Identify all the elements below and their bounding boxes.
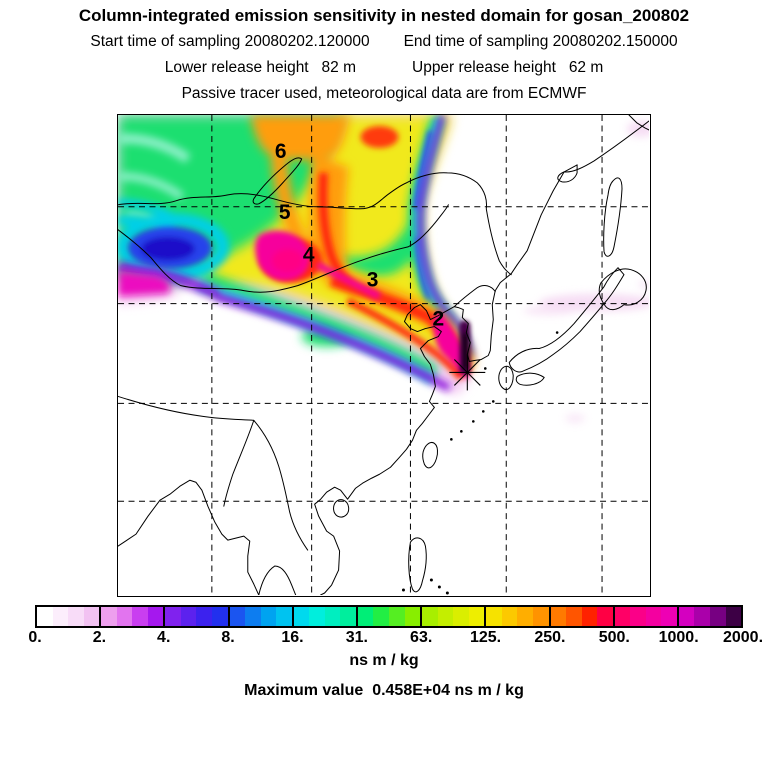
colorbar-swatch xyxy=(566,607,582,626)
island-hainan xyxy=(334,500,349,517)
colorbar-swatch xyxy=(517,607,533,626)
colorbar-swatch xyxy=(358,607,374,626)
trajectory-label-6: 6 xyxy=(274,139,287,163)
trajectory-label-4: 4 xyxy=(302,243,315,267)
colorbar-tick-2000: 2000. xyxy=(722,629,764,646)
sampling-times-line xyxy=(0,33,768,51)
colorbar-tick-2: 2. xyxy=(92,629,107,646)
island-taiwan xyxy=(423,443,438,468)
colorbar-swatch xyxy=(661,607,677,626)
colorbar-cell-7 xyxy=(486,607,550,626)
colorbar-tick-1000: 1000. xyxy=(658,629,699,646)
colorbar-swatch xyxy=(245,607,261,626)
colorbar-cell-10 xyxy=(679,607,741,626)
colorbar-swatch xyxy=(212,607,228,626)
map-graphic xyxy=(118,115,649,595)
colorbar-swatch xyxy=(615,607,631,626)
colorbar-swatch xyxy=(469,607,485,626)
plot-title xyxy=(0,6,768,26)
maximum-value-text: Maximum value 0.458E+04 ns m / kg xyxy=(244,682,524,699)
trajectory-label-5: 5 xyxy=(278,200,291,224)
colorbar-swatch xyxy=(309,607,325,626)
colorbar-tick-0: 0. xyxy=(28,629,42,646)
colorbar-cell-1 xyxy=(101,607,165,626)
island-shikoku xyxy=(516,373,544,385)
colorbar-swatch xyxy=(132,607,148,626)
colorbar-swatch xyxy=(502,607,518,626)
colorbar-cell-3 xyxy=(230,607,294,626)
colorbar-swatch xyxy=(694,607,710,626)
colorbar-tick-250: 250. xyxy=(534,629,566,646)
colorbar-swatch xyxy=(405,607,421,626)
plot-title-text: Column-integrated emission sensitivity in nested domain for gosan_200802 xyxy=(78,6,690,25)
maximum-value-line xyxy=(0,682,768,700)
sampling-start-text: Start time of sampling 20080202.120000 xyxy=(90,33,370,50)
colorbar-swatch xyxy=(196,607,212,626)
colorbar-swatch xyxy=(582,607,598,626)
colorbar-tick-31: 31. xyxy=(345,629,368,646)
colorbar-swatch xyxy=(37,607,53,626)
colorbar-swatch xyxy=(679,607,695,626)
colorbar-cell-5 xyxy=(358,607,422,626)
colorbar xyxy=(35,605,743,628)
upper-release-text: Upper release height 62 m xyxy=(412,59,604,76)
colorbar-swatch xyxy=(68,607,84,626)
colorbar-units xyxy=(0,652,768,670)
colorbar-swatch xyxy=(389,607,405,626)
units-text: ns m / kg xyxy=(349,652,419,669)
trajectory-label-3: 3 xyxy=(366,268,379,292)
colorbar-swatch xyxy=(230,607,246,626)
sampling-end-text: End time of sampling 20080202.150000 xyxy=(403,33,678,50)
colorbar-swatch xyxy=(726,607,742,626)
colorbar-tick-4: 4. xyxy=(157,629,171,646)
colorbar-swatch xyxy=(438,607,454,626)
colorbar-swatch xyxy=(630,607,646,626)
border-india-east xyxy=(224,420,254,506)
colorbar-swatch xyxy=(486,607,502,626)
colorbar-swatch xyxy=(148,607,164,626)
colorbar-tick-16: 16. xyxy=(281,629,304,646)
coast-bay-of-bengal xyxy=(118,480,259,595)
colorbar-swatch xyxy=(340,607,356,626)
colorbar-swatch xyxy=(53,607,69,626)
lower-release-text: Lower release height 82 m xyxy=(164,59,356,76)
colorbar-cell-9 xyxy=(615,607,679,626)
colorbar-tick-63: 63. xyxy=(410,629,433,646)
colorbar-cell-0 xyxy=(37,607,101,626)
border-himalaya xyxy=(118,396,254,420)
colorbar-swatch xyxy=(551,607,567,626)
colorbar-tick-8: 8. xyxy=(221,629,235,646)
colorbar-swatch xyxy=(325,607,341,626)
release-marker-star xyxy=(449,355,485,391)
colorbar-swatch xyxy=(597,607,613,626)
colorbar-cell-8 xyxy=(551,607,615,626)
coast-gulf-of-thailand xyxy=(259,566,296,595)
island-sakhalin xyxy=(604,178,622,256)
colorbar-swatch xyxy=(165,607,181,626)
colorbar-swatch xyxy=(294,607,310,626)
border-indochina xyxy=(254,420,308,550)
colorbar-swatch xyxy=(422,607,438,626)
tracer-info-line xyxy=(0,85,768,103)
colorbar-swatch xyxy=(117,607,133,626)
colorbar-cell-6 xyxy=(422,607,486,626)
colorbar-swatch xyxy=(101,607,117,626)
colorbar-swatch xyxy=(646,607,662,626)
colorbar-swatch xyxy=(276,607,292,626)
colorbar-cell-2 xyxy=(165,607,229,626)
colorbar-swatch xyxy=(533,607,549,626)
colorbar-tick-125: 125. xyxy=(469,629,502,646)
map-panel xyxy=(117,114,651,597)
colorbar-tick-500: 500. xyxy=(598,629,630,646)
island-honshu xyxy=(509,268,624,372)
tracer-text: Passive tracer used, meteorological data are from ECMWF xyxy=(181,85,587,102)
colorbar-swatch xyxy=(710,607,726,626)
emission-plume xyxy=(118,115,649,423)
release-heights-line xyxy=(0,59,768,77)
plume-faint-patches xyxy=(523,121,649,423)
colorbar-swatch xyxy=(84,607,100,626)
trajectory-label-2: 2 xyxy=(432,307,445,331)
colorbar-swatch xyxy=(181,607,197,626)
colorbar-swatch xyxy=(261,607,277,626)
island-luzon xyxy=(409,538,427,592)
colorbar-cell-4 xyxy=(294,607,358,626)
colorbar-swatch xyxy=(453,607,469,626)
colorbar-swatch xyxy=(373,607,389,626)
